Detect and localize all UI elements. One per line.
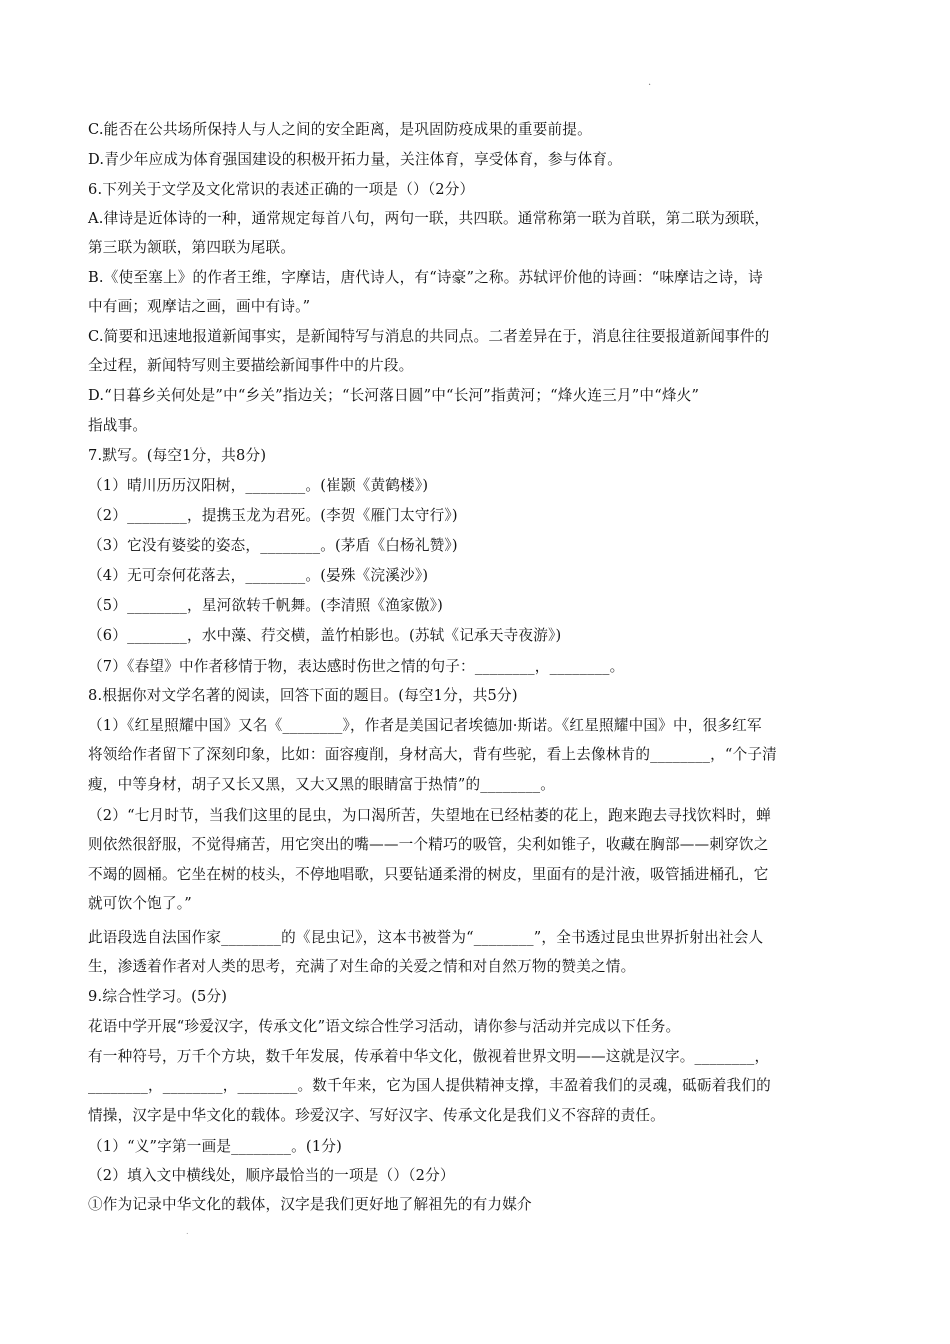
scan-mark-bottom: . <box>186 1227 189 1236</box>
q7-item-7: （7）《春望》中作者移情于物，表达感时伤世之情的句子：________，________。 <box>88 658 625 675</box>
q9-passage-line-1: 有一种符号，万千个方块，数千年发展，传承着中华文化，傲视着世界文明——这就是汉字。________， <box>88 1048 770 1065</box>
q8-source-line-1: 此语段选自法国作家________的《昆虫记》，这本书被誉为“________”，全书透过昆虫世界折射出社会人 <box>88 929 764 946</box>
q8-part-2-line-2: 则依然很舒服，不觉得痛苦，用它突出的嘴——一个精巧的吸管，尖利如锥子，收藏在胸部——刺穿饮之 <box>88 836 769 853</box>
q8-part-1-line-2: 将领给作者留下了深刻印象，比如：面容瘦削，身材高大，背有些驼，看上去像林肯的________，“个子清 <box>88 746 777 763</box>
q9-sub-2: （2）填入文中横线处，顺序最恰当的一项是（）（2分） <box>88 1167 455 1184</box>
q6-option-d-line-1: D.“日暮乡关何处是”中“乡关”指边关；“长河落日圆”中“长河”指黄河；“烽火连三月”中“烽火” <box>88 387 700 404</box>
q7-item-6: （6）________，水中藻、荇交横，盖竹柏影也。(苏轼《记承天寺夜游》) <box>88 627 562 644</box>
question-9-stem: 9.综合性学习。(5分) <box>88 988 228 1005</box>
scan-mark-top: . <box>648 77 652 88</box>
q6-option-c-line-1: C.简要和迅速地报道新闻事实，是新闻特写与消息的共同点。二者差异在于，消息往往要报道新闻事件的 <box>88 328 770 345</box>
option-c-line: C.能否在公共场所保持人与人之间的安全距离，是巩固防疫成果的重要前提。 <box>88 121 592 138</box>
q8-part-1-line-3: 瘦，中等身材，胡子又长又黑，又大又黑的眼睛富于热情”的________。 <box>88 776 556 793</box>
q9-passage-line-2: ________，________，________。数千年来，它为国人提供精神支撑，丰盈着我们的灵魂，砥砺着我们的 <box>88 1077 771 1094</box>
q7-item-3: （3）它没有婆娑的姿态，________。(茅盾《白杨礼赞》) <box>88 537 458 554</box>
q9-sub-1: （1）“义”字第一画是________。(1分) <box>88 1138 342 1155</box>
q6-option-a-line-2: 第三联为颔联，第四联为尾联。 <box>88 239 296 256</box>
q6-option-d-line-2: 指战事。 <box>88 417 148 434</box>
q9-passage-line-3: 情操，汉字是中华文化的载体。珍爱汉字、写好汉字、传承文化是我们义不容辞的责任。 <box>88 1107 665 1124</box>
q8-part-2-line-3: 不竭的圆桶。它坐在树的枝头，不停地唱歌，只要钻通柔滑的树皮，里面有的是汁液，吸管插进桶孔，它 <box>88 866 769 883</box>
q7-item-2: （2）________，提携玉龙为君死。(李贺《雁门太守行》) <box>88 507 458 524</box>
q9-intro: 花语中学开展“珍爱汉字，传承文化”语文综合性学习活动，请你参与活动并完成以下任务。 <box>88 1018 681 1035</box>
q8-part-2-line-1: （2）“七月时节，当我们这里的昆虫，为口渴所苦，失望地在已经枯萎的花上，跑来跑去寻找饮料时，蝉 <box>88 807 771 824</box>
question-8-stem: 8.根据你对文学名著的阅读，回答下面的题目。(每空1分，共5分) <box>88 687 518 704</box>
q9-sentence-1: ①作为记录中华文化的载体，汉字是我们更好地了解祖先的有力媒介 <box>88 1196 532 1213</box>
q8-source-line-2: 生，渗透着作者对人类的思考，充满了对生命的关爱之情和对自然万物的赞美之情。 <box>88 958 636 975</box>
q6-option-a-line-1: A.律诗是近体诗的一种，通常规定每首八句，两句一联，共四联。通常称第一联为首联，第二联为颈联， <box>88 210 770 227</box>
q7-item-4: （4）无可奈何花落去，________。(晏殊《浣溪沙》) <box>88 567 429 584</box>
question-7-stem: 7.默写。(每空1分，共8分) <box>88 447 267 464</box>
q6-option-b-line-2: 中有画；观摩诘之画，画中有诗。” <box>88 298 311 315</box>
q7-item-5: （5）________，星河欲转千帆舞。(李清照《渔家傲》) <box>88 597 444 614</box>
question-6-stem: 6.下列关于文学及文化常识的表述正确的一项是（）（2分） <box>88 181 475 198</box>
q6-option-c-line-2: 全过程，新闻特写则主要描绘新闻事件中的片段。 <box>88 357 414 374</box>
q7-item-1: （1）晴川历历汉阳树，________。(崔颢《黄鹤楼》) <box>88 477 429 494</box>
q8-part-2-line-4: 就可饮个饱了。” <box>88 895 192 912</box>
q6-option-b-line-1: B.《使至塞上》的作者王维，字摩诘，唐代诗人，有“诗豪”之称。苏轼评价他的诗画：“味摩诘之诗，诗 <box>88 269 763 286</box>
q8-part-1-line-1: （1）《红星照耀中国》又名《________》，作者是美国记者埃德加·斯诺。《红星照耀中国》中，很多红军 <box>88 717 762 734</box>
option-d-line: D.青少年应成为体育强国建设的积极开拓力量，关注体育，享受体育，参与体育。 <box>88 151 623 168</box>
